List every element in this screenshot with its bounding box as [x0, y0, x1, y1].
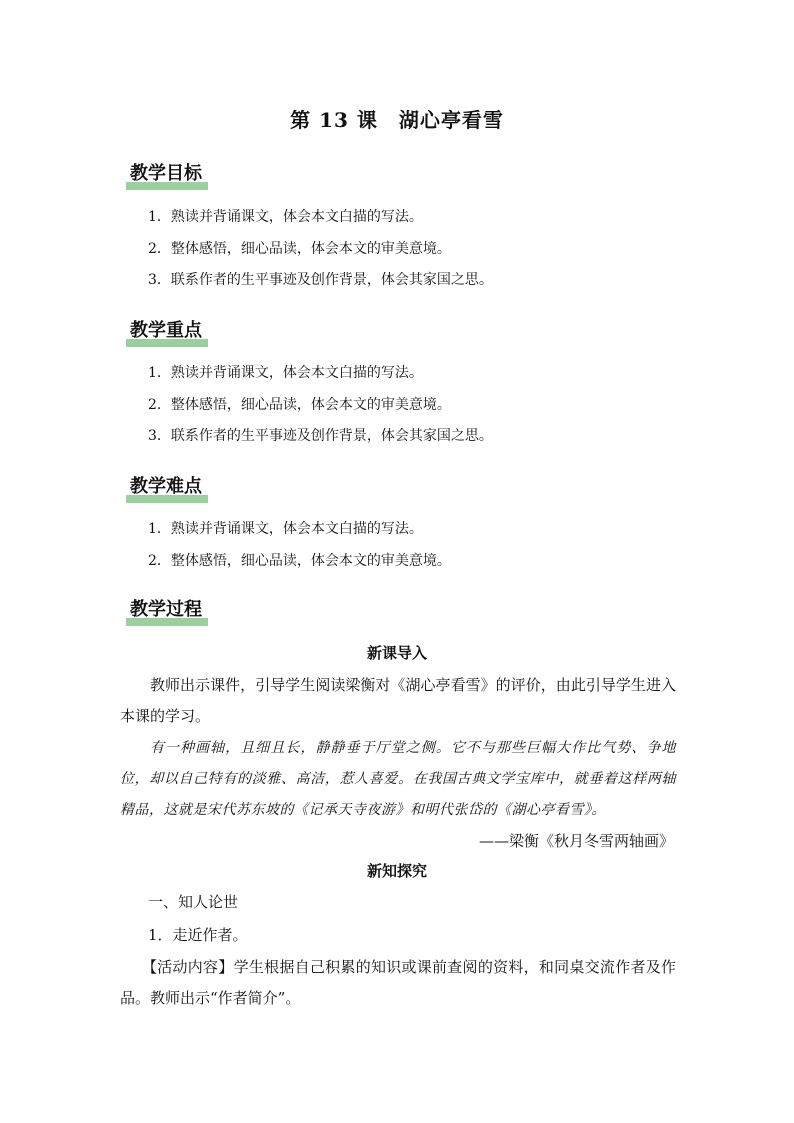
key-point-item-1: 1．熟读并背诵课文，体会本文白描的写法。: [148, 365, 423, 381]
section-heading-text: 教学难点: [130, 476, 202, 497]
goal-item-1: 1．熟读并背诵课文，体会本文白描的写法。: [148, 209, 423, 225]
section-heading-goals: [126, 162, 208, 186]
difficulty-item-1: 1．熟读并背诵课文，体会本文白描的写法。: [148, 521, 423, 537]
quote-paragraph: 有一种画轴，且细且长，静静垂于厅堂之侧。它不与那些巨幅大作比气势、争地位，却以自己特有的淡雅、高洁，惹人喜爱。在我国古典文学宝库中，就垂着这样两轴精品，这就是宋代苏东坡的《记承天寺夜游》和明代张岱的《湖心亭看雪》。: [120, 740, 676, 818]
section-heading-key-points: [126, 319, 208, 343]
section-heading-difficulties: [126, 475, 208, 499]
section-heading-process: [126, 598, 208, 622]
section-heading-text: 教学目标: [130, 163, 202, 184]
difficulty-item-2: 2．整体感悟，细心品读，体会本文的审美意境。: [148, 553, 451, 569]
key-point-item-3: 3．联系作者的生平事迹及创作背景，体会其家国之思。: [148, 428, 493, 444]
key-point-item-2: 2．整体感悟，细心品读，体会本文的审美意境。: [148, 397, 451, 413]
part-one-heading: 一、知人论世: [148, 893, 239, 911]
step-one: 1．走近作者。: [148, 926, 248, 944]
lesson-title: 第 13 课 湖心亭看雪: [290, 108, 504, 132]
explore-subheading: 新知探究: [366, 862, 427, 880]
intro-paragraph: 教师出示课件，引导学生阅读梁衡对《湖心亭看雪》的评价，由此引导学生进入本课的学习。: [120, 676, 676, 725]
intro-subheading: 新课导入: [366, 644, 427, 662]
section-heading-text: 教学过程: [130, 599, 202, 620]
goal-item-2: 2．整体感悟，细心品读，体会本文的审美意境。: [148, 241, 451, 257]
goal-item-3: 3．联系作者的生平事迹及创作背景，体会其家国之思。: [148, 272, 493, 288]
section-heading-text: 教学重点: [130, 320, 202, 341]
activity-paragraph: 【活动内容】学生根据自己积累的知识或课前查阅的资料，和同桌交流作者及作品。教师出示“作者简介”。: [120, 958, 676, 1007]
quote-source: ——梁衡《秋月冬雪两轴画》: [478, 832, 674, 850]
